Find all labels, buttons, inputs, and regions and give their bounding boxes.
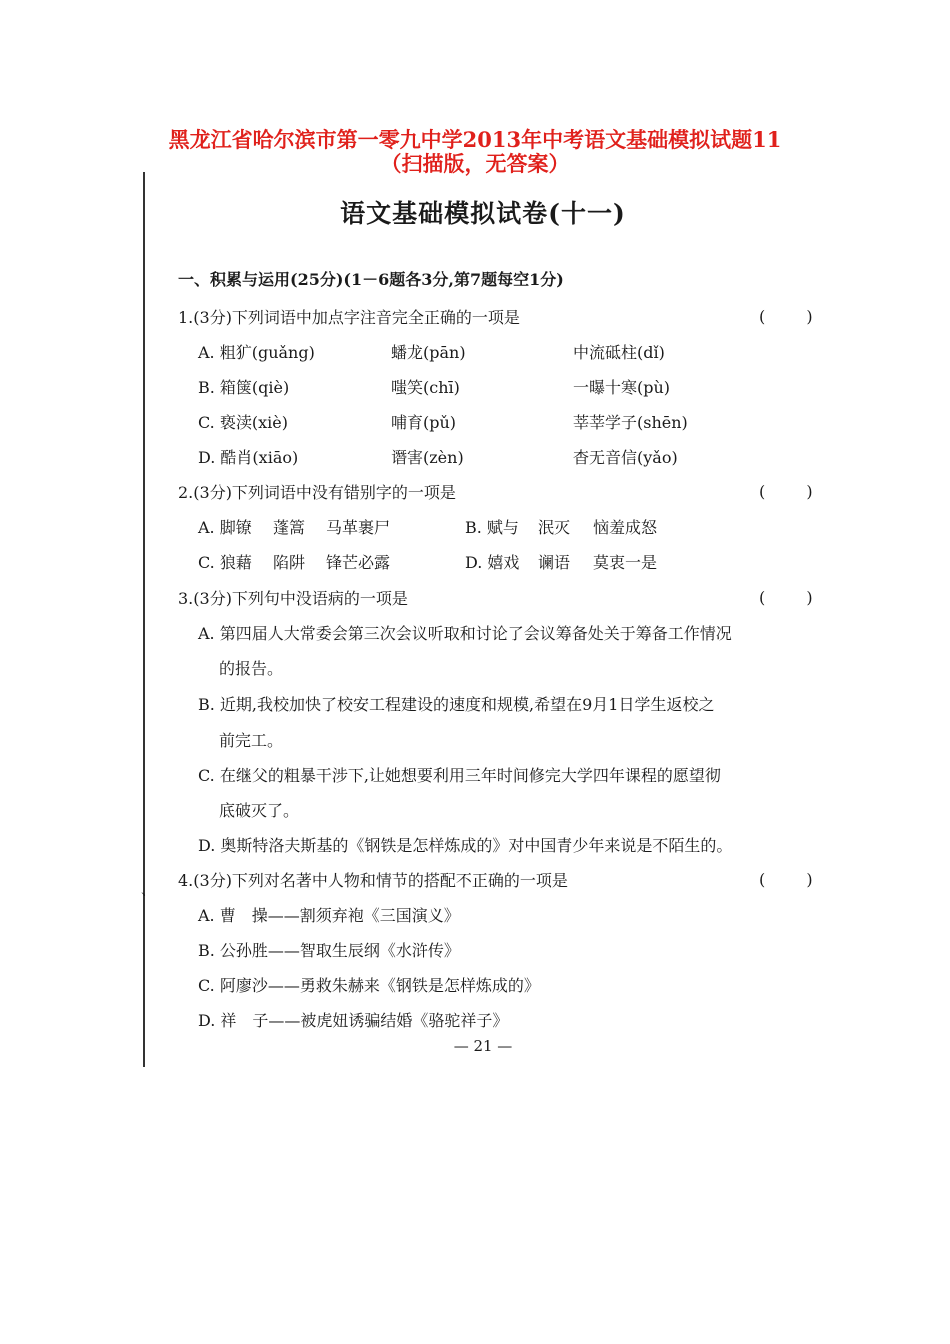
q4-option-c: C. 阿廖沙——勇救朱赫来《钢铁是怎样炼成的》 xyxy=(198,976,540,995)
q1-option-c-2: 哺育(pǔ) xyxy=(391,413,457,432)
q3-option-a-line2: 的报告。 xyxy=(219,659,284,678)
answer-blank-1: ( ) xyxy=(759,307,831,326)
q4-option-a: A. 曹 操——割须弃袍《三国演义》 xyxy=(198,906,460,925)
q1-option-c-1: C. 亵渎(xiè) xyxy=(198,413,288,432)
question-2-stem: 2.(3分)下列词语中没有错别字的一项是 xyxy=(178,483,456,502)
scanned-exam-page xyxy=(141,172,831,1067)
q4-option-b: B. 公孙胜——智取生辰纲《水浒传》 xyxy=(198,941,460,960)
q4-option-d: D. 祥 子——被虎妞诱骗结婚《骆驼祥子》 xyxy=(198,1011,509,1030)
q1-option-c-3: 莘莘学子(shēn) xyxy=(573,413,688,432)
q3-option-d-line1: D. 奥斯特洛夫斯基的《钢铁是怎样炼成的》对中国青少年来说是不陌生的。 xyxy=(198,836,733,855)
q2-option-d-word2: 谰语 xyxy=(538,553,571,572)
q2-option-a-word3: 马革裹尸 xyxy=(326,518,391,537)
answer-blank-4: ( ) xyxy=(759,870,831,889)
q2-option-c-word3: 锋芒必露 xyxy=(326,553,391,572)
q1-option-b-1: B. 箱箧(qiè) xyxy=(198,378,290,397)
q1-option-b-3: 一曝十寒(pù) xyxy=(573,378,671,397)
q2-option-d-word3: 莫衷一是 xyxy=(593,553,658,572)
q1-option-d-2: 谮害(zèn) xyxy=(391,448,464,467)
q1-option-d-3: 杳无音信(yǎo) xyxy=(573,448,678,467)
question-4-stem: 4.(3分)下列对名著中人物和情节的搭配不正确的一项是 xyxy=(178,871,568,890)
document-title: 黑龙江省哈尔滨市第一零九中学2013年中考语文基础模拟试题11 xyxy=(168,127,782,152)
document-subtitle: （扫描版，无答案） xyxy=(380,151,570,176)
stray-mark: 、 xyxy=(141,883,155,899)
question-1-stem: 1.(3分)下列词语中加点字注音完全正确的一项是 xyxy=(178,308,520,327)
q2-option-a-word2: 蓬篙 xyxy=(273,518,306,537)
page-number: — 21 — xyxy=(453,1037,513,1055)
q3-option-a-line1: A. 第四届人大常委会第三次会议听取和讨论了会议筹备处关于筹备工作情况 xyxy=(198,624,732,643)
answer-blank-3: ( ) xyxy=(759,588,831,607)
q1-option-a-1: A. 粗犷(guǎng) xyxy=(198,343,315,362)
q1-option-d-1: D. 酷肖(xiāo) xyxy=(198,448,299,467)
scan-left-border xyxy=(143,172,145,1067)
q1-option-a-2: 蟠龙(pān) xyxy=(391,343,466,362)
q3-option-b-line2: 前完工。 xyxy=(219,731,284,750)
q1-option-a-3: 中流砥柱(dǐ) xyxy=(573,343,665,362)
q3-option-b-line1: B. 近期,我校加快了校安工程建设的速度和规模,希望在9月1日学生返校之 xyxy=(198,695,715,714)
q2-option-c-word1: C. 狼藉 xyxy=(198,553,252,572)
q2-option-b-word3: 恼羞成怒 xyxy=(593,518,658,537)
q2-option-b-word2: 泯灭 xyxy=(538,518,571,537)
exam-title: 语文基础模拟试卷(十一) xyxy=(340,199,626,228)
q3-option-c-line1: C. 在继父的粗暴干涉下,让她想要利用三年时间修完大学四年课程的愿望彻 xyxy=(198,766,721,785)
q2-option-d-word1: D. 嬉戏 xyxy=(465,553,520,572)
q2-option-b-word1: B. 赋与 xyxy=(465,518,519,537)
answer-blank-2: ( ) xyxy=(759,482,831,501)
q1-option-b-2: 嗤笑(chī) xyxy=(391,378,460,397)
q2-option-c-word2: 陷阱 xyxy=(273,553,306,572)
section-heading: 一、积累与运用(25分)(1－6题各3分,第7题每空1分) xyxy=(178,270,564,289)
q2-option-a-word1: A. 脚镣 xyxy=(198,518,252,537)
question-3-stem: 3.(3分)下列句中没语病的一项是 xyxy=(178,589,408,608)
q3-option-c-line2: 底破灭了。 xyxy=(219,801,300,820)
